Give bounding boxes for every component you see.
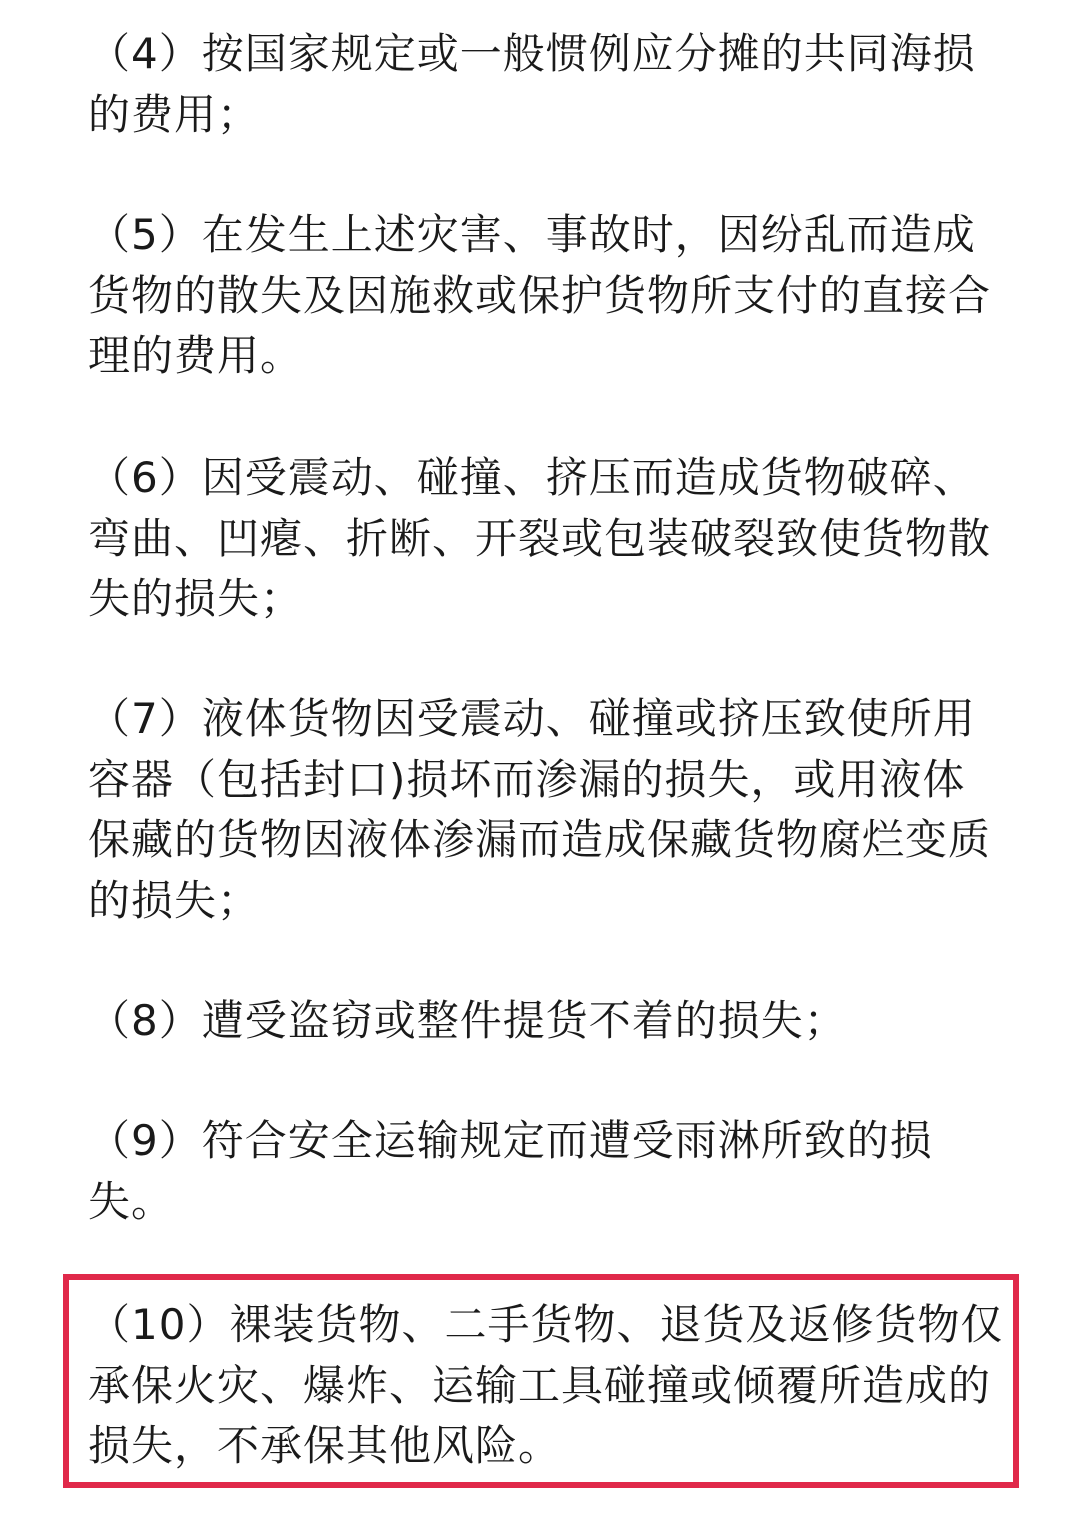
clause-6: （6）因受震动、碰撞、挤压而造成货物破碎、弯曲、凹瘪、折断、开裂或包装破裂致使货物散失的损失；	[88, 453, 992, 623]
clause-5: （5）在发生上述灾害、事故时，因纷乱而造成货物的散失及因施救或保护货物所支付的直接合理的费用。	[88, 210, 992, 380]
clause-10-highlighted: （10）裸装货物、二手货物、退货及返修货物仅承保火灾、爆炸、运输工具碰撞或倾覆所造成的损失，不承保其他风险。	[88, 1300, 1004, 1470]
clause-7: （7）液体货物因受震动、碰撞或挤压致使所用容器（包括封口)损坏而渗漏的损失，或用液体保藏的货物因液体渗漏而造成保藏货物腐烂变质的损失；	[88, 694, 992, 925]
clause-4: （4）按国家规定或一般惯例应分摊的共同海损的费用；	[88, 29, 976, 139]
clause-8: （8）遭受盗窃或整件提货不着的损失；	[88, 996, 847, 1045]
clause-9: （9）符合安全运输规定而遭受雨淋所致的损失。	[88, 1116, 933, 1226]
